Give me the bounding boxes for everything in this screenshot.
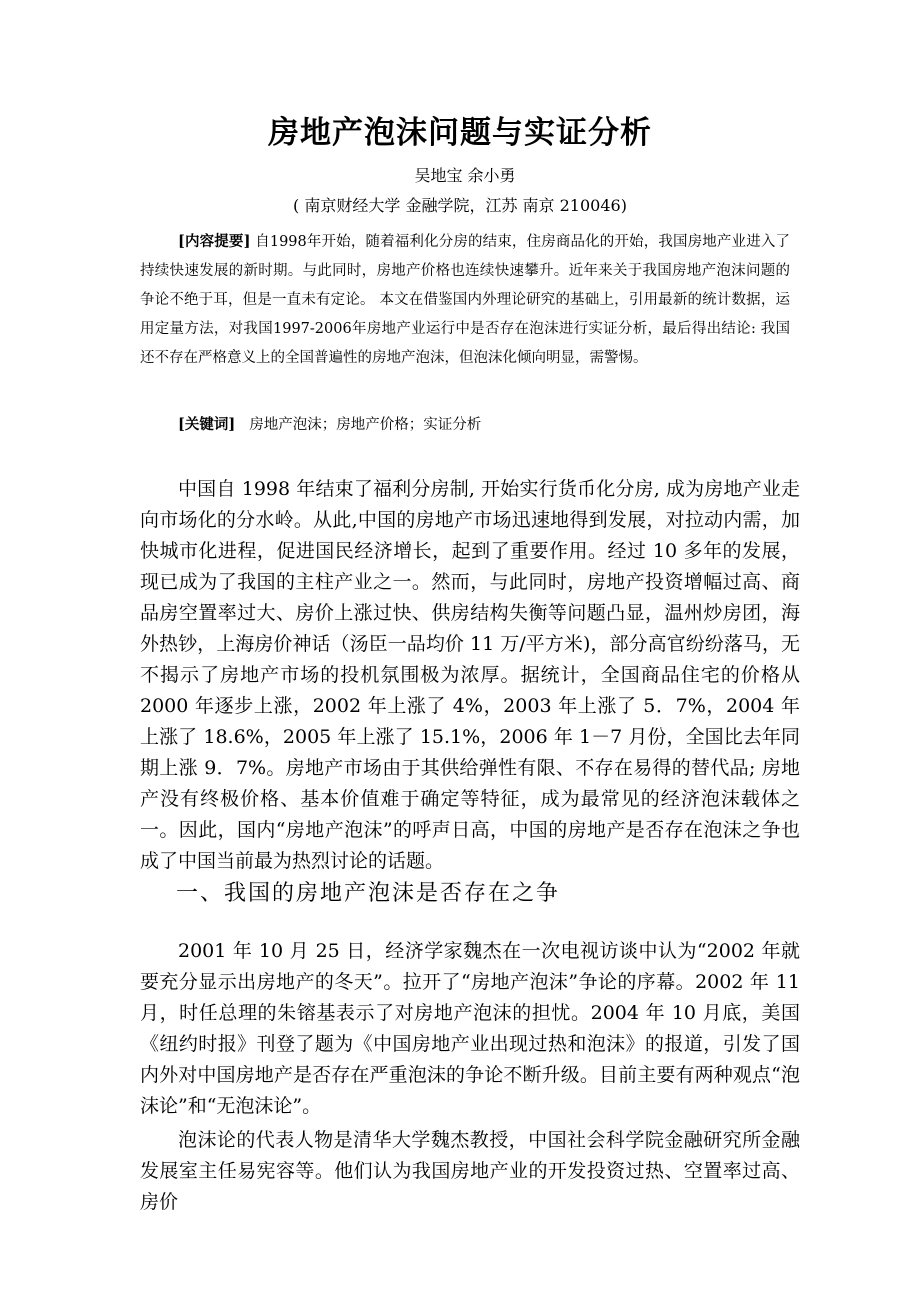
body-paragraph: 中国自 1998 年结束了福利分房制, 开始实行货币化分房, 成为房地产业走向市场化的分水岭。从此,中国的房地产市场迅速地得到发展，对拉动内需，加快城市化进程，促进国民经济增长，起到了重要作用。经过 10 多年的发展，现已成为了我国的主柱产业之一。然而，与此同时，房地产投资增幅过高、商品房空置率过大、房价上涨过快、供房结构失衡等问题凸显，温州炒房团，海外热钞，上海房价神话（汤臣一品均价 11 万/平方米)，部分高官纷纷落马，无不揭示了房地产市场的投机氛围极为浓厚。据统计，全国商品住宅的价格从 2000 年逐步上涨，2002 年上涨了 4%，2003 年上涨了 5．7%，2004 年上涨了 18.6%，2005 年上涨了 15.1%，2006 年 1－7 月份，全国比去年同期上涨 9．7%。房地产市场由于其供给弹性有限、不存在易得的替代品; 房地产没有终极价格、基本价值难于确定等特征，成为最常见的经济泡沫载体之一。因此，国内“房地产泡沫”的呼声日高，中国的房地产是否存在泡沫之争也成了中国当前最为热烈讨论的话题。 — [140, 478, 800, 872]
section-heading: 一、我国的房地产泡沫是否存在之争 — [176, 881, 561, 906]
abstract-paragraph — [140, 227, 790, 373]
abstract — [140, 227, 790, 373]
document-title: 房地产泡沫问题与实证分析 — [268, 115, 652, 151]
keywords-text: 房地产泡沫；房地产价格；实证分析 — [249, 417, 482, 433]
keywords-label: [关键词] — [178, 416, 236, 433]
abstract-text: 自1998年开始，随着福利化分房的结束，住房商品化的开始，我国房地产业进入了持续快速发展的新时期。与此同时，房地产价格也连续快速攀升。近年来关于我国房地产泡沫问题的争论不绝于耳，但是一直未有定论。 本文在借鉴国内外理论研究的基础上，引用最新的统计数据，运用定量方法，对我国1997-2006年房地产业运行中是否存在泡沫进行实证分析，最后得出结论: 我国还不存在严格意义上的全国普遍性的房地产泡沫，但泡沫化倾向明显，需警惕。 — [140, 234, 790, 366]
document-authors: 吴地宝 余小勇 — [414, 166, 516, 185]
section-body-continued — [140, 1125, 800, 1218]
section-body — [140, 936, 800, 1122]
body-paragraph: 2001 年 10 月 25 日，经济学家魏杰在一次电视访谈中认为“2002 年就要充分显示出房地产的冬天”。拉开了“房地产泡沫”争论的序幕。2002 年 11 月，时任总理的朱镕基表示了对房地产泡沫的担忧。2004 年 10 月底，美国《纽约时报》刊登了题为《中国房地产业出现过热和泡沫》的报道，引发了国内外对中国房地产是否存在严重泡沫的争论不断升级。目前主要有两种观点“泡沫论”和“无泡沫论”。 — [140, 940, 800, 1117]
document-affiliation: ( 南京财经大学 金融学院，江苏 南京 210046) — [293, 196, 627, 215]
abstract-label: [内容提要] — [178, 233, 251, 250]
body-paragraph: 泡沫论的代表人物是清华大学魏杰教授，中国社会科学院金融研究所金融发展室主任易宪容等。他们认为我国房地产业的开发投资过热、空置率过高、房价 — [140, 1129, 800, 1213]
keywords — [178, 410, 481, 440]
intro-section — [140, 474, 800, 877]
